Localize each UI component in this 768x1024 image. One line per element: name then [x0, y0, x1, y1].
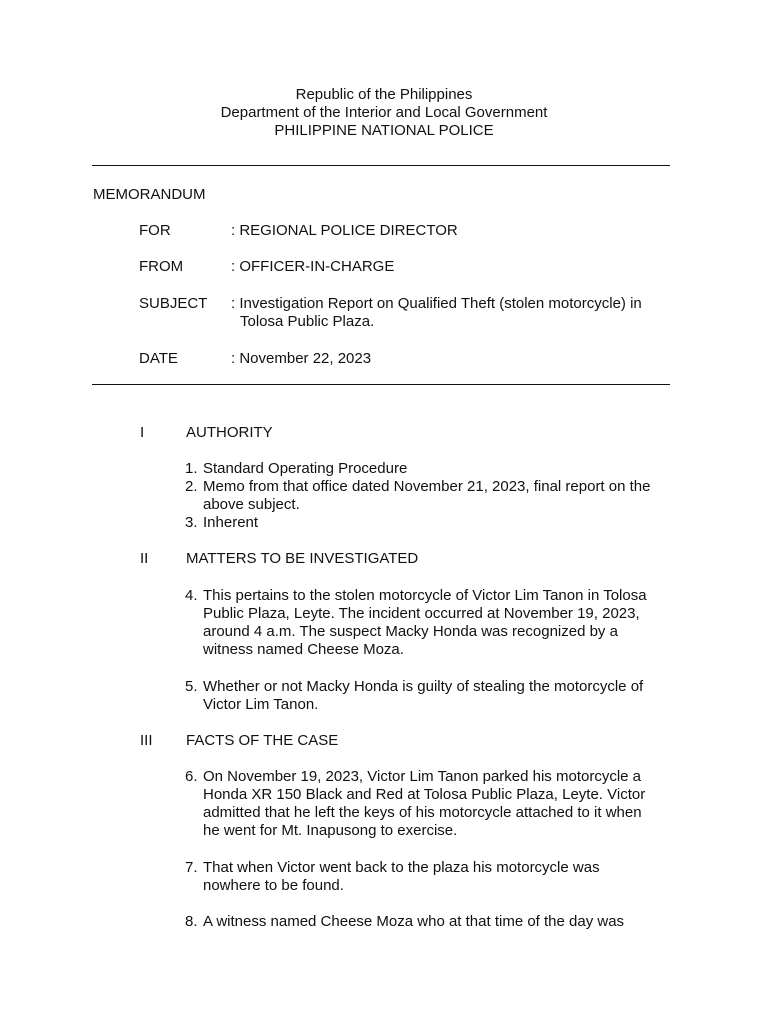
section-numeral: II [140, 550, 149, 567]
memorandum-label: MEMORANDUM [93, 186, 206, 203]
item-line: A witness named Cheese Moza who at that time of the day was [203, 913, 625, 930]
item-number: 1. [185, 460, 198, 477]
item-line: Whether or not Macky Honda is guilty of stealing the motorcycle of [203, 678, 644, 695]
letterhead [0, 86, 768, 140]
for-value: : REGIONAL POLICE DIRECTOR [231, 222, 458, 239]
item-line: That when Victor went back to the plaza his motorcycle was [203, 859, 600, 876]
item-text [185, 460, 675, 478]
item-text [185, 913, 675, 931]
letterhead-republic: Republic of the Philippines [295, 86, 473, 103]
item-number: 4. [185, 587, 198, 604]
list-item [185, 859, 675, 895]
letterhead-agency: PHILIPPINE NATIONAL POLICE [274, 122, 494, 139]
section-title: MATTERS TO BE INVESTIGATED [186, 550, 419, 567]
list-item [185, 514, 675, 532]
subject-value [231, 295, 671, 331]
list-item [185, 768, 675, 840]
item-line: Honda XR 150 Black and Red at Tolosa Public Plaza, Leyte. Victor [203, 786, 646, 803]
item-number: 6. [185, 768, 198, 785]
section-numeral: III [140, 732, 153, 749]
list-item [185, 587, 675, 659]
item-line: witness named Cheese Moza. [203, 641, 404, 658]
item-line: admitted that he left the keys of his motorcycle attached to it when [203, 804, 642, 821]
section-title: FACTS OF THE CASE [186, 732, 339, 749]
list-item [185, 460, 675, 478]
item-text [185, 768, 675, 840]
date-value: : November 22, 2023 [231, 350, 372, 367]
item-line: above subject. [203, 496, 300, 513]
item-number: 5. [185, 678, 198, 695]
item-number: 2. [185, 478, 198, 495]
for-label: FOR [139, 222, 171, 239]
header-divider-bottom [92, 384, 670, 385]
from-label: FROM [139, 258, 184, 275]
item-text [185, 478, 675, 514]
item-line: This pertains to the stolen motorcycle of Victor Lim Tanon in Tolosa [203, 587, 647, 604]
list-item [185, 478, 675, 514]
subject-label: SUBJECT [139, 295, 208, 312]
item-number: 3. [185, 514, 198, 531]
section-numeral: I [140, 424, 145, 441]
list-item [185, 913, 675, 931]
item-text [185, 678, 675, 714]
from-value: : OFFICER-IN-CHARGE [231, 258, 395, 275]
item-line: Public Plaza, Leyte. The incident occurred at November 19, 2023, [203, 605, 640, 622]
letterhead-department: Department of the Interior and Local Government [220, 104, 548, 121]
item-line: nowhere to be found. [203, 877, 344, 894]
item-number: 8. [185, 913, 198, 930]
header-divider-top [92, 165, 670, 166]
item-number: 7. [185, 859, 198, 876]
item-line: around 4 a.m. The suspect Macky Honda was recognized by a [203, 623, 618, 640]
item-line: Standard Operating Procedure [203, 460, 408, 477]
subject-value-line-2: Tolosa Public Plaza. [240, 313, 375, 330]
subject-value-line-1: : Investigation Report on Qualified Theft (stolen motorcycle) in [231, 295, 642, 312]
item-line: he went for Mt. Inapusong to exercise. [203, 822, 458, 839]
item-text [185, 859, 675, 895]
item-line: Victor Lim Tanon. [203, 696, 319, 713]
item-text [185, 514, 675, 532]
item-line: Inherent [203, 514, 259, 531]
date-label: DATE [139, 350, 178, 367]
list-item [185, 678, 675, 714]
item-line: Memo from that office dated November 21, 2023, final report on the [203, 478, 651, 495]
item-text [185, 587, 675, 659]
section-title: AUTHORITY [186, 424, 273, 441]
item-line: On November 19, 2023, Victor Lim Tanon parked his motorcycle a [203, 768, 642, 785]
